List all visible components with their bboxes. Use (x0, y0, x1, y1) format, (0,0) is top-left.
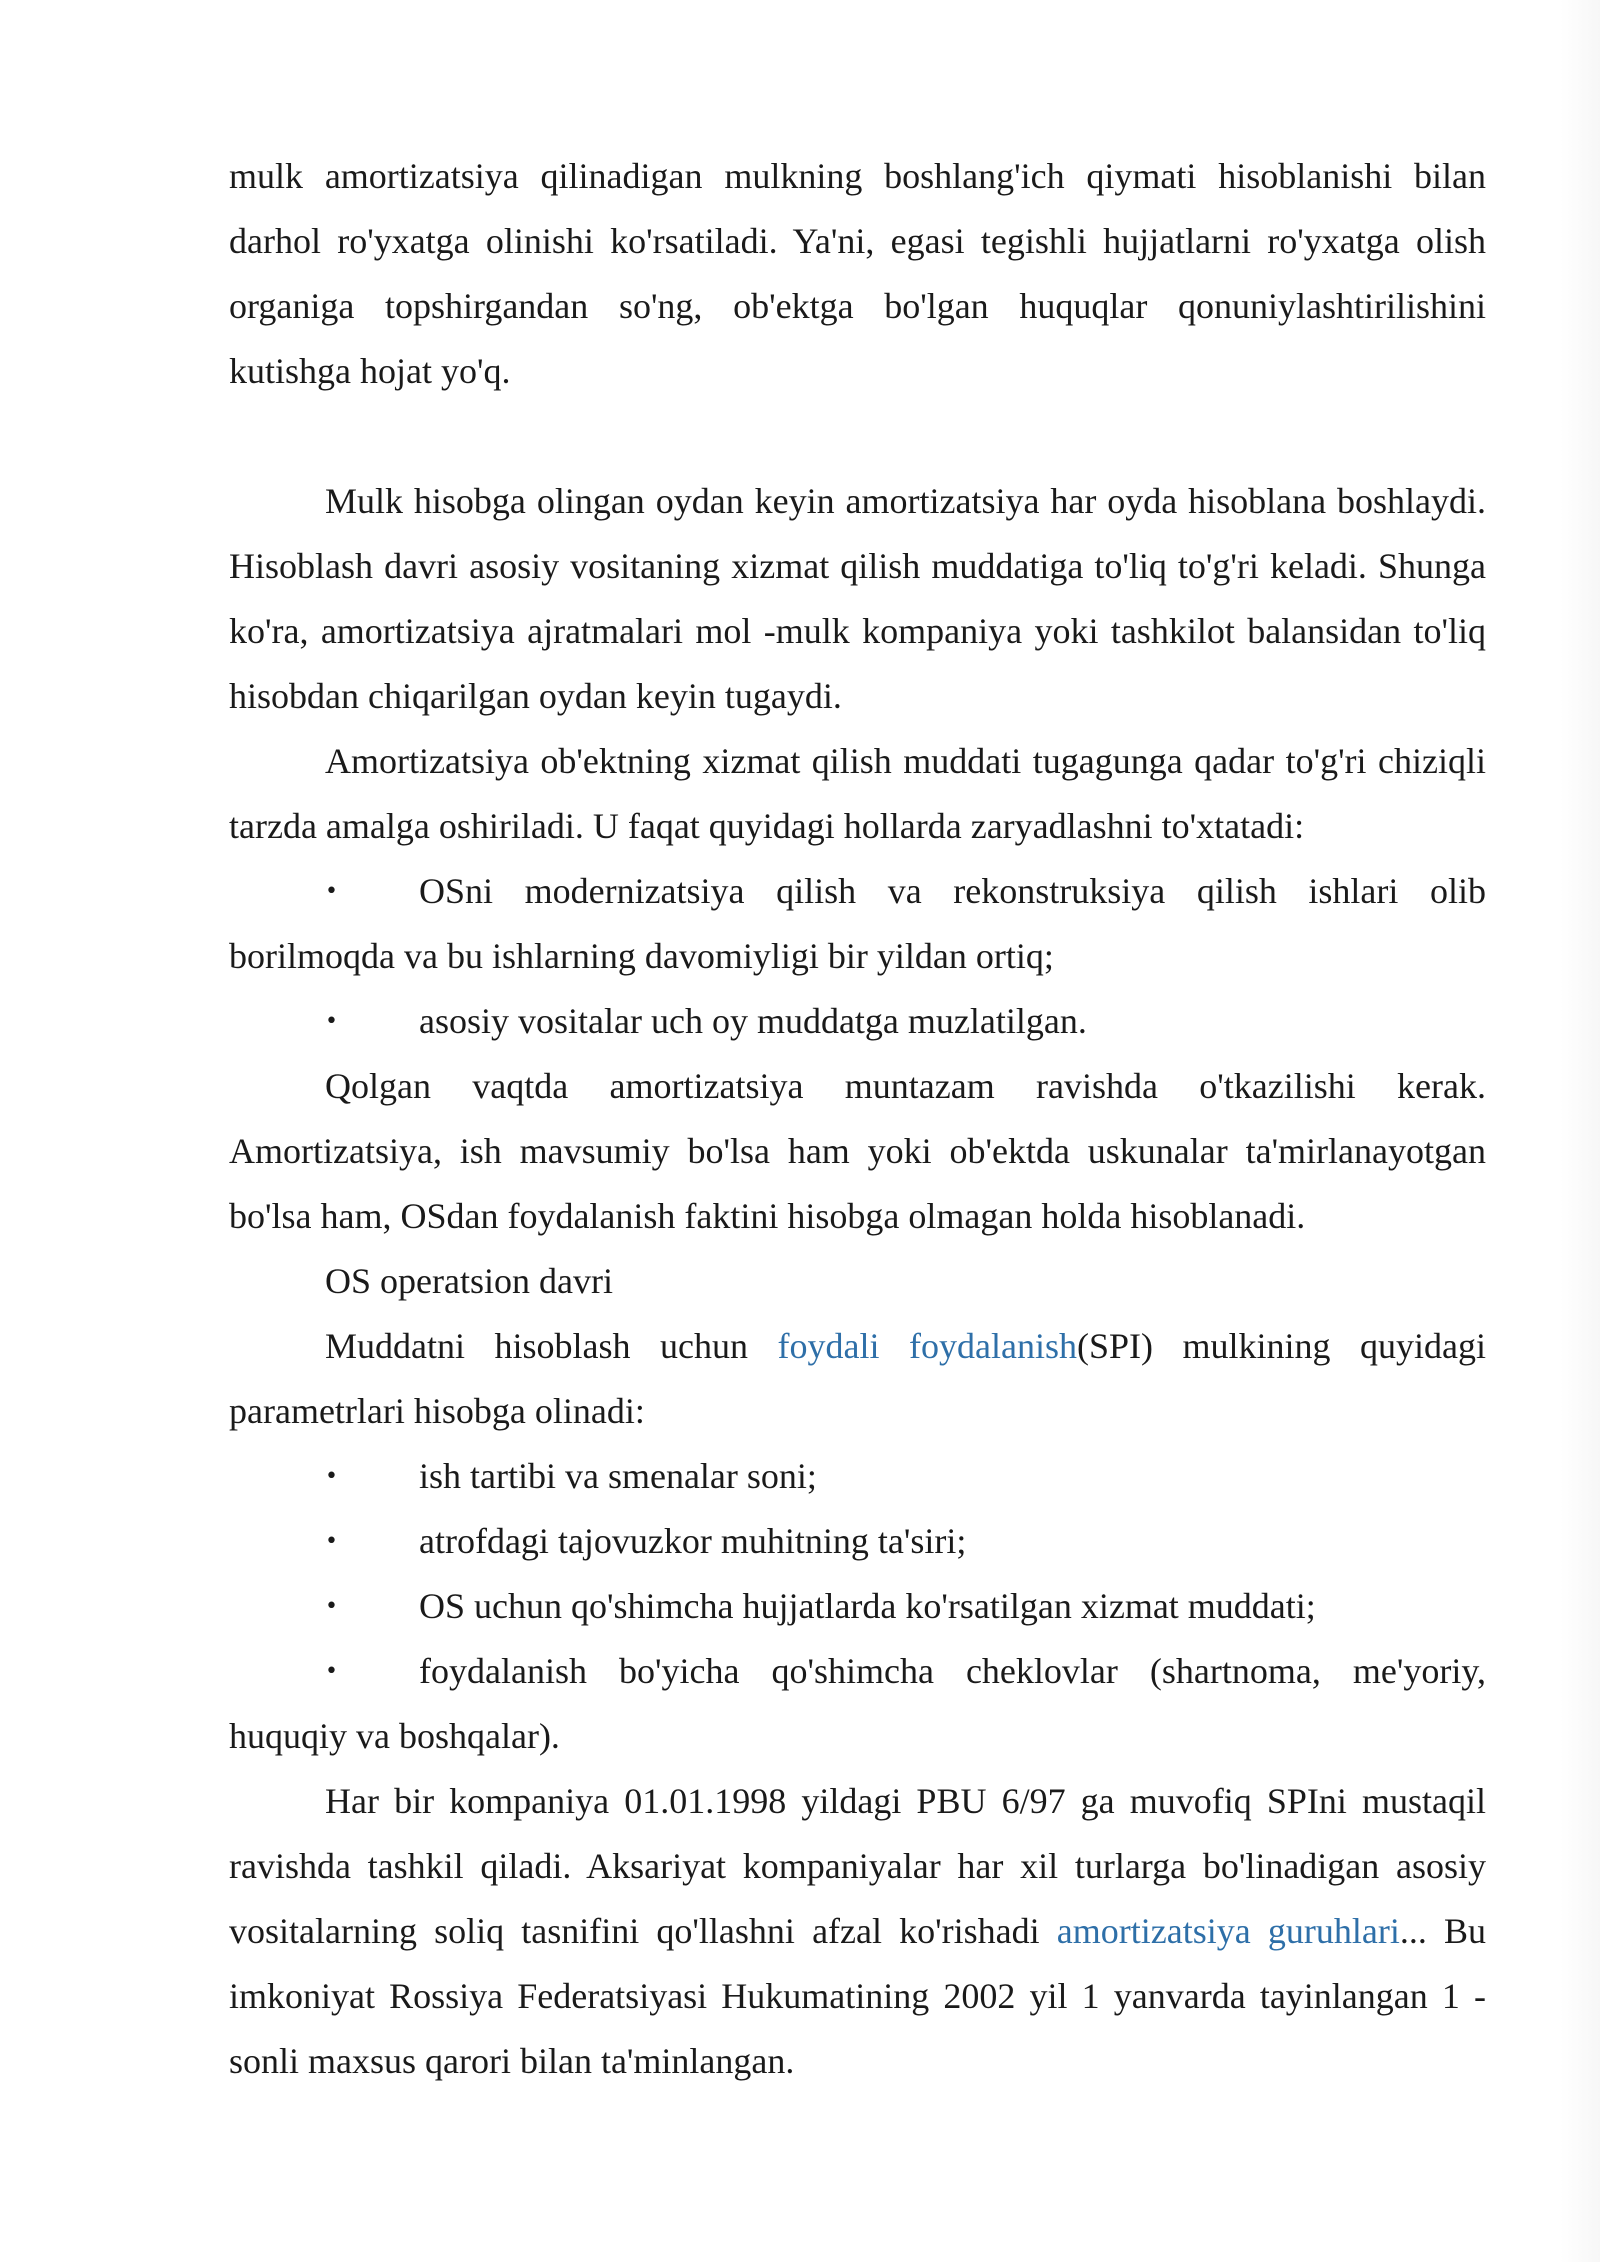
section-heading: OS operatsion davri (325, 1261, 613, 1301)
list-item (229, 1509, 1486, 1574)
bullet-icon: • (325, 1659, 338, 1684)
bullet-icon: • (325, 879, 338, 904)
paragraph-regular-depreciation: Qolgan vaqtda amortizatsiya muntazam ravishda o'tkazilishi kerak. Amortizatsiya, ish mavsumiy bo'lsa ham yoki ob'ektda uskunalar ta'mirlanayotgan bo'lsa ham, OSdan foydalanish faktini hisobga olmagan holda hisoblanadi. (229, 1066, 1486, 1236)
paragraph-spi-classification (229, 1769, 1486, 2094)
bullet-icon: • (325, 1594, 338, 1619)
list-item-text: OSni modernizatsiya qilish va rekonstruksiya qilish ishlari olib borilmoqda va bu ishlarning davomiyligi bir yildan ortiq; (229, 871, 1486, 976)
paragraph-spacer (229, 404, 1486, 469)
bullet-icon: • (325, 1464, 338, 1489)
paragraph-useful-life (229, 1314, 1486, 1444)
list-item-text: asosiy vositalar uch oy muddatga muzlatilgan. (419, 1001, 1087, 1041)
text-run: ... Bu imkoniyat Rossiya Federatsiyasi Hukumatining 2002 yil 1 yanvarda tayinlangan 1 -sonli maxsus qarori bilan ta'minlangan. (229, 1911, 1486, 2081)
text-run: Har bir kompaniya 01.01.1998 yildagi PBU 6/97 ga muvofiq SPIni mustaqil ravishda tashkil qiladi. Aksariyat kompaniyalar har xil turlarga bo'linadigan asosiy vositalarning soliq tasnifini qo'llashni afzal ko'rishadi (229, 1781, 1486, 1951)
paragraph-continuation: mulk amortizatsiya qilinadigan mulkning boshlang'ich qiymati hisoblanishi bilan darhol ro'yxatga olinishi ko'rsatiladi. Ya'ni, egasi tegishli hujjatlarni ro'yxatga olish organiga topshirgandan so'ng, ob'ektga bo'lgan huquqlar qonuniylashtirilishini kutishga hojat yo'q. (229, 156, 1486, 391)
bullet-icon: • (325, 1529, 338, 1554)
list-item (229, 859, 1486, 989)
list-item-text: OS uchun qo'shimcha hujjatlarda ko'rsatilgan xizmat muddati; (419, 1586, 1316, 1626)
list-item-text: atrofdagi tajovuzkor muhitning ta'siri; (419, 1521, 967, 1561)
list-item-text: foydalanish bo'yicha qo'shimcha cheklovlar (shartnoma, me'yoriy, huquqiy va boshqalar). (229, 1651, 1486, 1756)
bullet-icon: • (325, 1009, 338, 1034)
list-item (229, 1444, 1486, 1509)
depreciation-groups-link[interactable]: amortizatsiya guruhlari (1056, 1911, 1400, 1951)
text-run: Muddatni hisoblash uchun (325, 1326, 778, 1366)
document-body (229, 144, 1486, 2094)
list-item (229, 1639, 1486, 1769)
list-item (229, 989, 1486, 1054)
paragraph-depreciation-start: Mulk hisobga olingan oydan keyin amortizatsiya har oyda hisoblana boshlaydi. Hisoblash davri asosiy vositaning xizmat qilish muddatiga to'liq to'g'ri keladi. Shunga ko'ra, amortizatsiya ajratmalari mol -mulk kompaniya yoki tashkilot balansidan to'liq hisobdan chiqarilgan oydan keyin tugaydi. (229, 481, 1486, 716)
list-item-text: ish tartibi va smenalar soni; (419, 1456, 817, 1496)
paragraph-straight-line: Amortizatsiya ob'ektning xizmat qilish muddati tugagunga qadar to'g'ri chiziqli tarzda amalga oshiriladi. U faqat quyidagi hollarda zaryadlashni to'xtatadi: (229, 741, 1486, 846)
useful-life-link[interactable]: foydali foydalanish (777, 1326, 1077, 1366)
list-item (229, 1574, 1486, 1639)
text-run: (SPI) mulkining quyidagi parametrlari hisobga olinadi: (229, 1326, 1486, 1431)
